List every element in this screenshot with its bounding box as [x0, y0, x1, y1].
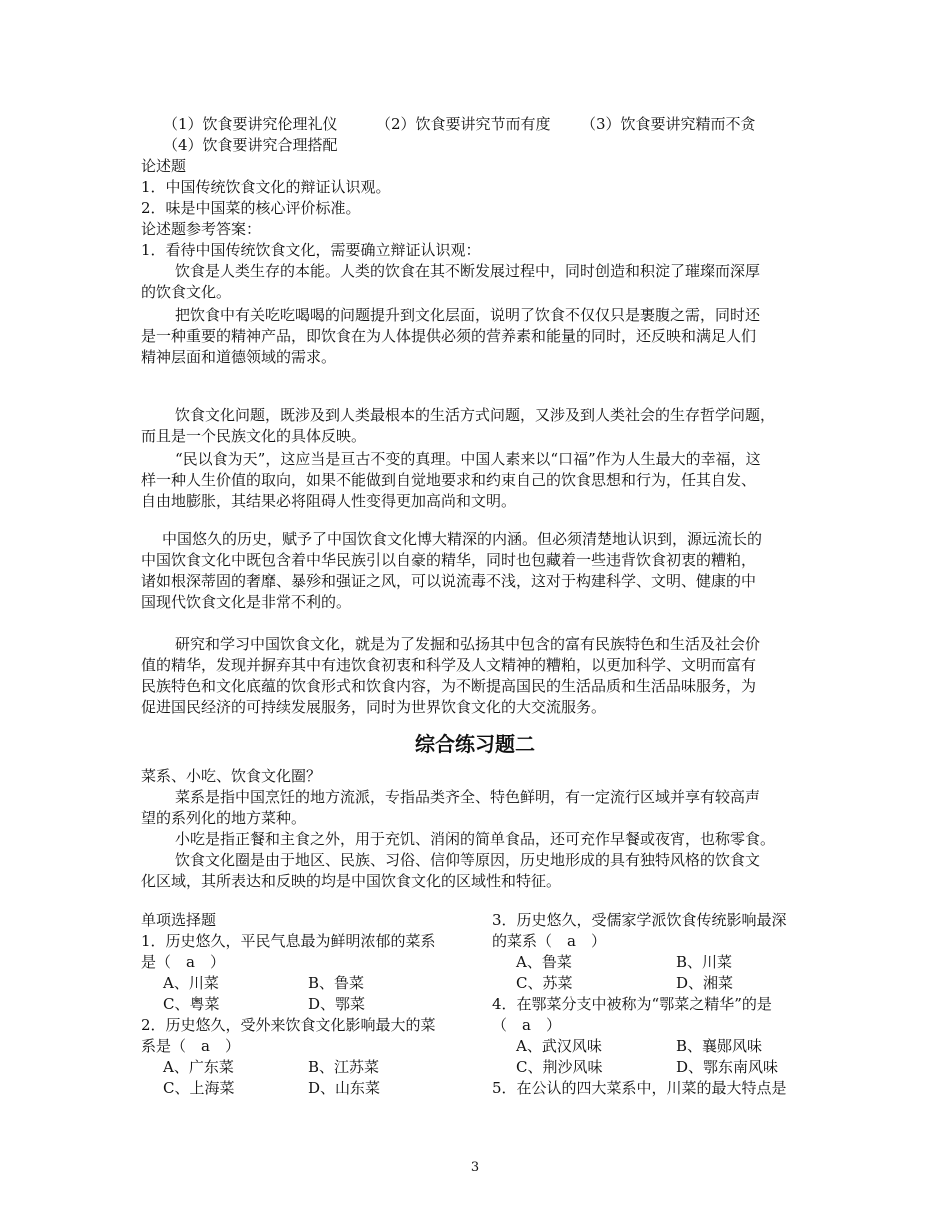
option-balance: （4）饮食要讲究合理搭配: [163, 136, 338, 154]
paragraph-line: 自由地膨胀，其结果必将阻碍人性变得更加高尚和文明。: [141, 492, 517, 510]
answer-option: A、广东菜: [163, 1058, 234, 1076]
answer-1-intro: 1．看待中国传统饮食文化，需要确立辩证认识观：: [141, 241, 481, 259]
option-refinement: （3）饮食要讲究精而不贪: [581, 115, 756, 133]
answer-option: A、武汉风味: [516, 1037, 602, 1055]
paragraph-line: 国现代饮食文化是非常不利的。: [141, 593, 352, 611]
answer-option: B、襄郧风味: [676, 1037, 763, 1055]
answer-option: D、山东菜: [308, 1079, 381, 1097]
answer-option: A、鲁菜: [516, 953, 572, 971]
question-line: 5．在公认的四大菜系中，川菜的最大特点是: [492, 1079, 787, 1097]
answer-option: D、鄂东南风味: [676, 1058, 779, 1076]
page-number: 3: [470, 1160, 480, 1175]
definitions-heading: 菜系、小吃、饮食文化圈？: [141, 767, 322, 785]
answer-heading: 论述题参考答案：: [141, 220, 262, 238]
paragraph-line: 饮食是人类生存的本能。人类的饮食在其不断发展过程中，同时创造和积淀了璀璨而深厚: [175, 262, 761, 280]
question-line: 4．在鄂菜分支中被称为“鄂菜之精华”的是: [492, 995, 772, 1013]
essay-question-2: 2．味是中国菜的核心评价标准。: [141, 199, 361, 217]
answer-option: D、鄂菜: [308, 995, 366, 1013]
paragraph-line: 精神层面和道德领域的需求。: [141, 348, 337, 366]
option-ethics: （1）饮食要讲究伦理礼仪: [163, 115, 338, 133]
paragraph-line: 值的精华，发现并摒弃其中有违饮食初衷和科学及人文精神的糟粕，以更加科学、文明而富有: [141, 656, 757, 674]
definition-line: 菜系是指中国烹饪的地方流派，专指品类齐全、特色鲜明，有一定流行区域并享有较高声: [175, 788, 761, 806]
paragraph-line: 把饮食中有关吃吃喝喝的问题提升到文化层面，说明了饮食不仅仅只是裹腹之需，同时还: [175, 306, 761, 324]
essay-question-1: 1．中国传统饮食文化的辩证认识观。: [141, 178, 391, 196]
option-moderation: （2）饮食要讲究节而有度: [376, 115, 551, 133]
definition-line: 化区域，其所表达和反映的均是中国饮食文化的区域性和特征。: [141, 872, 562, 890]
paragraph-line: 而且是一个民族文化的具体反映。: [141, 427, 367, 445]
paragraph-line: 研究和学习中国饮食文化，就是为了发掘和弘扬其中包含的富有民族特色和生活及社会价: [175, 635, 761, 653]
answer-option: C、上海菜: [163, 1079, 235, 1097]
paragraph-line: 中国饮食文化中既包含着中华民族引以自豪的精华，同时也包藏着一些违背饮食初衷的糟粕，: [141, 551, 757, 569]
paragraph-line: 民族特色和文化底蕴的饮食形式和饮食内容，为不断提高国民的生活品质和生活品味服务，为: [141, 677, 757, 695]
question-line: 是（ a ）: [141, 953, 225, 971]
essay-heading: 论述题: [141, 157, 187, 175]
paragraph-line: 诸如根深蒂固的奢靡、暴殄和强证之风，可以说流毒不浅，这对于构建科学、文明、健康的中: [141, 572, 757, 590]
answer-option: B、江苏菜: [308, 1058, 380, 1076]
question-line: 的菜系（ a ）: [492, 932, 606, 950]
definition-line: 饮食文化圈是由于地区、民族、习俗、信仰等原因，历史地形成的具有独特风格的饮食文: [175, 851, 761, 869]
paragraph-line: 的饮食文化。: [141, 283, 232, 301]
question-line: 2．历史悠久，受外来饮食文化影响最大的菜: [141, 1016, 436, 1034]
question-line: 系是（ a ）: [141, 1037, 240, 1055]
answer-option: C、粤菜: [163, 995, 220, 1013]
answer-option: A、川菜: [163, 974, 219, 992]
question-line: 3．历史悠久，受儒家学派饮食传统影响最深: [492, 911, 787, 929]
answer-option: B、川菜: [676, 953, 733, 971]
answer-option: B、鲁菜: [308, 974, 365, 992]
question-line: （ a ）: [492, 1016, 561, 1034]
mcq-heading: 单项选择题: [141, 911, 217, 929]
paragraph-line: 中国悠久的历史，赋予了中国饮食文化博大精深的内涵。但必须清楚地认识到，源远流长的: [162, 530, 763, 548]
answer-option: C、荆沙风味: [516, 1058, 603, 1076]
paragraph-line: 是一种重要的精神产品，即饮食在为人体提供必须的营养素和能量的同时，还反映和满足人们: [141, 327, 757, 345]
section-title: 综合练习题二: [415, 732, 535, 756]
answer-option: D、湘菜: [676, 974, 734, 992]
paragraph-line: 样一种人生价值的取向，如果不能做到自觉地要求和约束自己的饮食思想和行为，任其自发、: [141, 471, 757, 489]
paragraph-line: 饮食文化问题，既涉及到人类最根本的生活方式问题，又涉及到人类社会的生存哲学问题，: [175, 406, 776, 424]
paragraph-line: 促进国民经济的可持续发展服务，同时为世界饮食文化的大交流服务。: [141, 698, 607, 716]
question-line: 1．历史悠久，平民气息最为鲜明浓郁的菜系: [141, 932, 436, 950]
paragraph-line: “民以食为天”，这应当是亘古不变的真理。中国人素来以“口福”作为人生最大的幸福，这: [175, 450, 761, 468]
answer-option: C、苏菜: [516, 974, 573, 992]
definition-line: 望的系列化的地方菜种。: [141, 809, 307, 827]
definition-line: 小吃是指正餐和主食之外，用于充饥、消闲的简单食品，还可充作早餐或夜宵，也称零食。: [175, 830, 776, 848]
